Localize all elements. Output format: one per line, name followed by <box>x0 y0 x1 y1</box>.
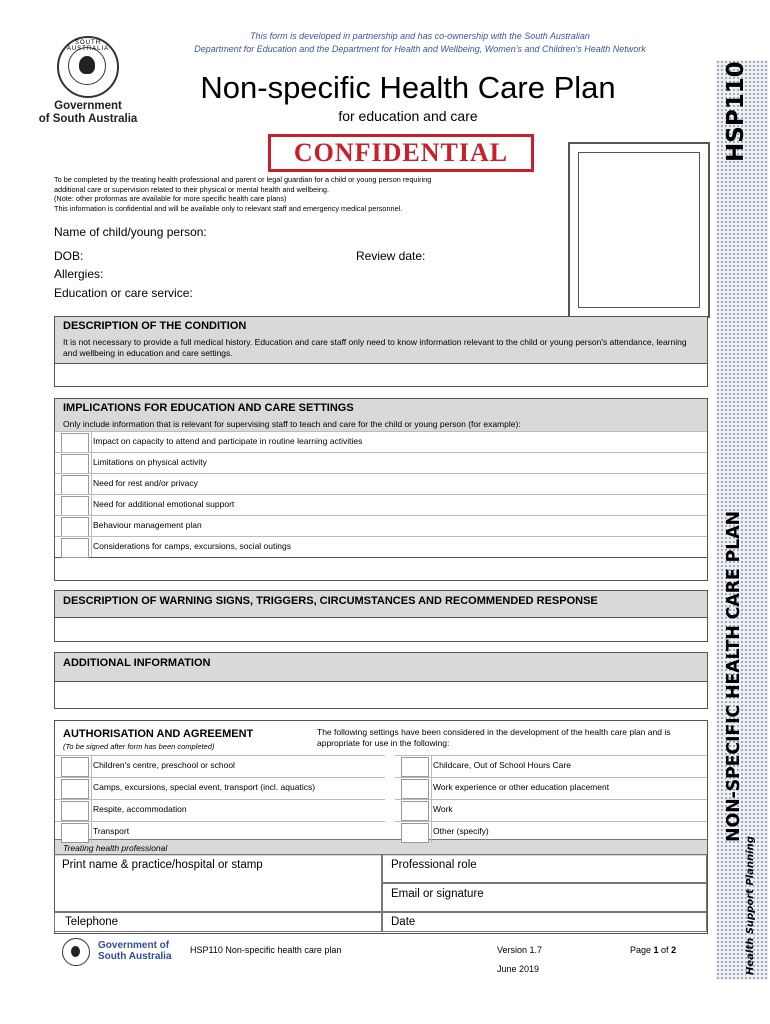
implication-row <box>55 431 707 452</box>
setting-row <box>55 777 385 799</box>
implications-section <box>54 398 708 581</box>
implication-row <box>55 494 707 515</box>
health-support-tag: Health Support Planning <box>745 836 756 975</box>
implication-row <box>55 452 707 473</box>
condition-input[interactable] <box>55 363 707 386</box>
setting-label: Transport <box>93 826 130 836</box>
checkbox[interactable] <box>61 433 89 453</box>
form-name-vertical: NON-SPECIFIC HEALTH CARE PLAN <box>724 511 744 842</box>
implications-input[interactable] <box>55 557 707 580</box>
partner-line-1: This form is developed in partnership and has co-ownership with the South Australian <box>250 31 590 41</box>
setting-label: Childcare, Out of School Hours Care <box>433 760 571 770</box>
additional-input[interactable] <box>55 681 707 708</box>
setting-label: Work experience or other education placement <box>433 782 610 792</box>
government-logo <box>28 36 148 126</box>
implication-row <box>55 536 707 557</box>
page-current: 1 <box>653 945 659 955</box>
intro-line-1: To be completed by the treating health professional and parent or legal guardian for a child or young person requiring <box>54 175 432 184</box>
footer-crest-icon <box>62 938 90 966</box>
intro-line-4: This information is confidential and will be available only to relevant staff and emergency medical personnel. <box>54 203 403 213</box>
implication-label: Considerations for camps, excursions, social outings <box>93 541 291 551</box>
allergies-label[interactable]: Allergies: <box>54 267 104 281</box>
print-name-field[interactable] <box>54 854 382 912</box>
telephone-field[interactable] <box>54 912 382 932</box>
page-number <box>630 945 676 955</box>
service-label[interactable]: Education or care service: <box>54 286 193 300</box>
page-total: 2 <box>671 945 677 955</box>
date-field[interactable] <box>382 912 707 932</box>
warning-input[interactable] <box>55 617 707 641</box>
checkbox[interactable] <box>61 454 89 474</box>
implication-label: Impact on capacity to attend and participate in routine learning activities <box>93 436 363 446</box>
checkbox[interactable] <box>61 538 89 558</box>
checkbox[interactable] <box>61 779 89 799</box>
setting-label: Camps, excursions, special event, transport (incl. aquatics) <box>93 782 316 792</box>
piping-shrike-icon <box>79 56 95 74</box>
footer-logo-text <box>98 940 172 962</box>
logo-line-1: Government <box>54 100 122 112</box>
partnership-note <box>150 30 690 56</box>
date-label: Date <box>391 916 416 928</box>
intro-line-3: (Note: other proformas are available for more specific health care plans) <box>54 194 287 203</box>
footer-logo-line-2: South Australia <box>98 951 172 962</box>
footer-version: Version 1.7 <box>497 945 543 955</box>
setting-label: Other (specify) <box>433 826 489 836</box>
confidential-stamp: CONFIDENTIAL <box>268 134 534 172</box>
additional-title: ADDITIONAL INFORMATION <box>55 653 707 681</box>
dob-field-label[interactable]: DOB: <box>54 249 84 263</box>
implication-label: Need for rest and/or privacy <box>93 478 198 488</box>
footer-logo-line-1: Government of <box>98 940 170 951</box>
implication-label: Limitations on physical activity <box>93 457 207 467</box>
setting-row <box>55 799 385 821</box>
review-date-label[interactable]: Review date: <box>356 249 426 263</box>
setting-row <box>55 821 385 843</box>
implication-label: Behaviour management plan <box>93 520 202 530</box>
setting-row <box>55 755 385 777</box>
intro-text <box>54 175 554 213</box>
setting-row <box>395 777 707 799</box>
email-signature-label: Email or signature <box>391 888 484 900</box>
checkbox[interactable] <box>401 779 429 799</box>
setting-label: Respite, accommodation <box>93 804 187 814</box>
authorisation-note: (To be signed after form has been completed) <box>63 742 215 751</box>
implications-title: IMPLICATIONS FOR EDUCATION AND CARE SETTINGS <box>55 399 707 417</box>
checkbox[interactable] <box>401 757 429 777</box>
condition-section <box>54 316 708 387</box>
form-code: HSP110 <box>723 61 749 162</box>
checkbox[interactable] <box>61 496 89 516</box>
page-of: of <box>658 945 672 955</box>
condition-text: It is not necessary to provide a full medical history. Education and care staff only need to know information relevant to the child or young person's attendance, learning and wellbeing in education and care settings. <box>55 335 707 363</box>
crest-icon <box>57 36 119 98</box>
checkbox[interactable] <box>401 801 429 821</box>
implication-label: Need for additional emotional support <box>93 499 235 509</box>
implication-row <box>55 473 707 494</box>
setting-label: Work <box>433 804 453 814</box>
setting-row <box>395 755 707 777</box>
professional-role-field[interactable] <box>382 854 707 883</box>
intro-line-2: additional care or supervision related to their physical or mental health and wellbeing. <box>54 184 330 194</box>
authorisation-section <box>54 720 708 934</box>
footer-doc-name: HSP110 Non-specific health care plan <box>190 945 342 955</box>
setting-row <box>395 799 707 821</box>
crest-text: SOUTH AUSTRALIA <box>66 40 110 52</box>
name-field-label[interactable]: Name of child/young person: <box>54 225 207 239</box>
setting-row <box>395 821 707 843</box>
print-name-label: Print name & practice/hospital or stamp <box>62 859 263 871</box>
checkbox[interactable] <box>61 517 89 537</box>
checkbox[interactable] <box>61 801 89 821</box>
professional-role-label: Professional role <box>391 859 477 871</box>
additional-section <box>54 652 708 709</box>
implications-text: Only include information that is relevant for supervising staff to teach and care for the child or young person (for example): <box>55 417 707 431</box>
treating-professional-label: Treating health professional <box>55 839 707 856</box>
photo-box[interactable] <box>568 142 710 318</box>
warning-title: DESCRIPTION OF WARNING SIGNS, TRIGGERS, CIRCUMSTANCES AND RECOMMENDED RESPONSE <box>55 591 707 617</box>
checkbox[interactable] <box>61 475 89 495</box>
partner-line-2: Department for Education and the Department for Health and Wellbeing, Women's and Children's Health Network <box>194 44 646 54</box>
checkbox[interactable] <box>61 823 89 843</box>
page-subtitle: for education and care <box>338 108 478 124</box>
checkbox[interactable] <box>401 823 429 843</box>
implication-row <box>55 515 707 536</box>
warning-section <box>54 590 708 642</box>
logo-line-2: of South Australia <box>38 113 138 125</box>
page-title: Non-specific Health Care Plan <box>200 70 616 105</box>
checkbox[interactable] <box>61 757 89 777</box>
telephone-label: Telephone <box>65 916 119 928</box>
page-prefix: Page <box>630 945 654 955</box>
condition-title: DESCRIPTION OF THE CONDITION <box>55 317 707 335</box>
setting-label: Children's centre, preschool or school <box>93 760 235 770</box>
authorisation-title: AUTHORISATION AND AGREEMENT <box>63 728 254 740</box>
footer-date: June 2019 <box>497 964 540 974</box>
settings-text: The following settings have been considered in the development of the health care plan and is appropriate for use in the following: <box>317 727 671 748</box>
email-signature-field[interactable] <box>382 883 707 912</box>
